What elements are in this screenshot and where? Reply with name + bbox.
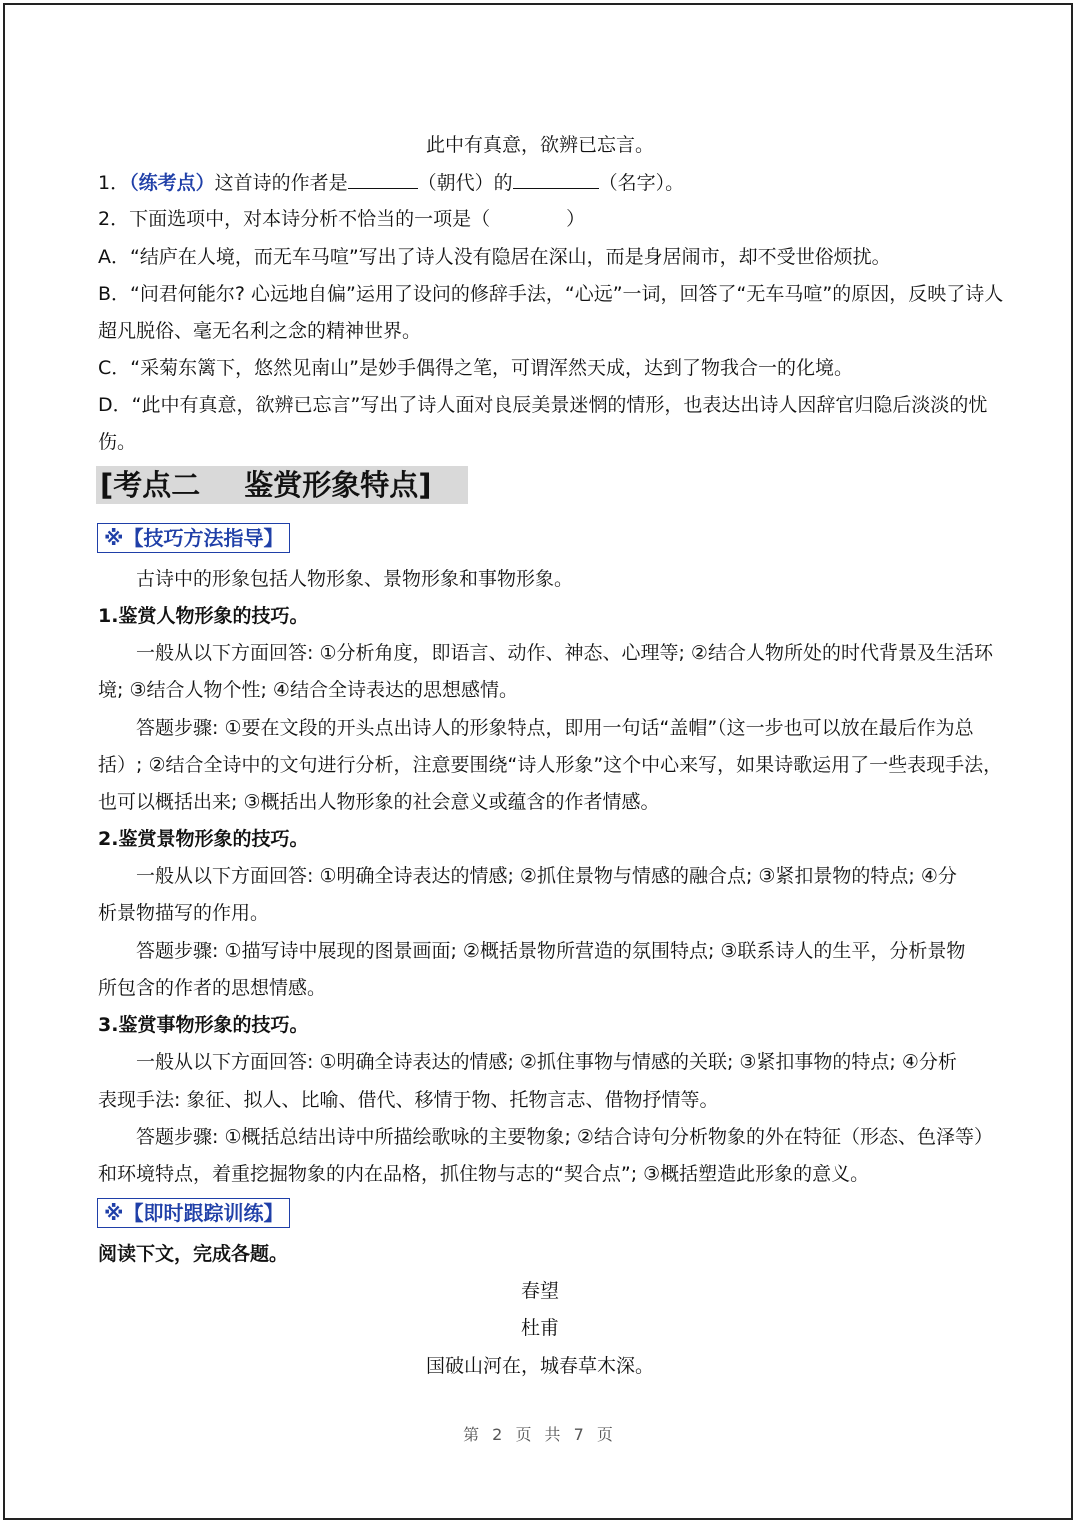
para-2-line-4: 所包含的作者的思想情感。 <box>98 977 327 999</box>
option-b-line-1: B．“问君何能尔? 心远地自偏”运用了设问的修辞手法，“心远”一词，回答了“无车马喧”的原因，反映了诗人 <box>98 283 1004 305</box>
blank-name[interactable] <box>513 170 599 189</box>
para-1-line-4: 括）; ②结合全诗中的文句进行分析，注意要围绕“诗人形象”这个中心来写，如果诗歌运用了一些表现手法， <box>98 754 1003 776</box>
para-1-line-3: 答题步骤: ①要在文段的开头点出诗人的形象特点，即用一句话“盖帽”（这一步也可以放在最后作为总 <box>136 717 974 739</box>
para-3-line-2: 表现手法: 象征、拟人、比喻、借代、移情于物、托物言志、借物抒情等。 <box>98 1089 719 1111</box>
para-3-line-3: 答题步骤: ①概括总结出诗中所描绘歌咏的主要物象; ②结合诗句分析物象的外在特征（形态、色泽等） <box>136 1126 993 1148</box>
para-2-line-3: 答题步骤: ①描写诗中展现的图景画面; ②概括景物所营造的氛围特点; ③联系诗人的生平，分析景物 <box>136 940 966 962</box>
question-2: 2．下面选项中，对本诗分析不恰当的一项是（ ） <box>98 208 586 230</box>
poem-title: 春望 <box>520 1280 559 1302</box>
para-1-line-2: 境; ③结合人物个性; ④结合全诗表达的思想感情。 <box>98 679 518 701</box>
para-2-line-2: 析景物描写的作用。 <box>98 902 270 924</box>
option-d-line-1: D．“此中有真意，欲辨已忘言”写出了诗人面对良辰美景迷惘的情形，也表达出诗人因辞官归隐后淡淡的忧 <box>98 394 988 416</box>
para-3-line-4: 和环境特点，着重挖掘物象的内在品格，抓住物与志的“契合点”; ③概括塑造此形象的意义。 <box>98 1163 870 1185</box>
section-heading <box>96 466 468 504</box>
box-label-method-guide: ※【技巧方法指导】 <box>97 523 290 553</box>
option-d-line-2: 伤。 <box>98 431 137 453</box>
question-1-number: 1． <box>98 172 130 194</box>
paragraph-intro: 古诗中的形象包括人物形象、景物形象和事物形象。 <box>136 568 574 590</box>
page-footer: 第 2 页 共 7 页 <box>463 1425 617 1444</box>
subheading-3: 3.鉴赏事物形象的技巧。 <box>98 1014 309 1036</box>
poem-author: 杜甫 <box>520 1317 559 1339</box>
question-1-text-b: （朝代）的 <box>417 172 513 194</box>
blank-dynasty[interactable] <box>348 170 418 189</box>
para-2-line-1: 一般从以下方面回答: ①明确全诗表达的情感; ②抓住景物与情感的融合点; ③紧扣景物的特点; ④分 <box>136 865 957 887</box>
option-c: C．“采菊东篱下，悠然见南山”是妙手偶得之笔，可谓浑然天成，达到了物我合一的化境。 <box>98 357 853 379</box>
poem-line-1: 国破山河在，城春草木深。 <box>425 1355 654 1377</box>
subheading-2: 2.鉴赏景物形象的技巧。 <box>98 828 309 850</box>
subheading-1: 1.鉴赏人物形象的技巧。 <box>98 605 309 627</box>
section-heading-b: 鉴赏形象特点] <box>244 468 432 502</box>
poem-last-line: 此中有真意，欲辨已忘言。 <box>425 134 654 156</box>
option-b-line-2: 超凡脱俗、毫无名利之念的精神世界。 <box>98 320 422 342</box>
para-3-line-1: 一般从以下方面回答: ①明确全诗表达的情感; ②抓住事物与情感的关联; ③紧扣事物的特点; ④分析 <box>136 1051 957 1073</box>
box-label-tracking-practice: ※【即时跟踪训练】 <box>97 1198 290 1228</box>
section-heading-a: [考点二 <box>100 468 201 502</box>
para-1-line-5: 也可以概括出来; ③概括出人物形象的社会意义或蕴含的作者情感。 <box>98 791 660 813</box>
option-a: A．“结庐在人境，而无车马喧”写出了诗人没有隐居在深山，而是身居闹市，却不受世俗烦扰。 <box>98 246 891 268</box>
question-1-text-c: （名字）。 <box>598 172 685 194</box>
question-1 <box>98 170 998 195</box>
para-1-line-1: 一般从以下方面回答: ①分析角度，即语言、动作、神态、心理等; ②结合人物所处的时代背景及生活环 <box>136 642 993 664</box>
reading-instruction: 阅读下文，完成各题。 <box>98 1243 289 1265</box>
question-1-tag: （练考点） <box>129 172 215 194</box>
question-1-text-a: 这首诗的作者是 <box>214 172 348 194</box>
